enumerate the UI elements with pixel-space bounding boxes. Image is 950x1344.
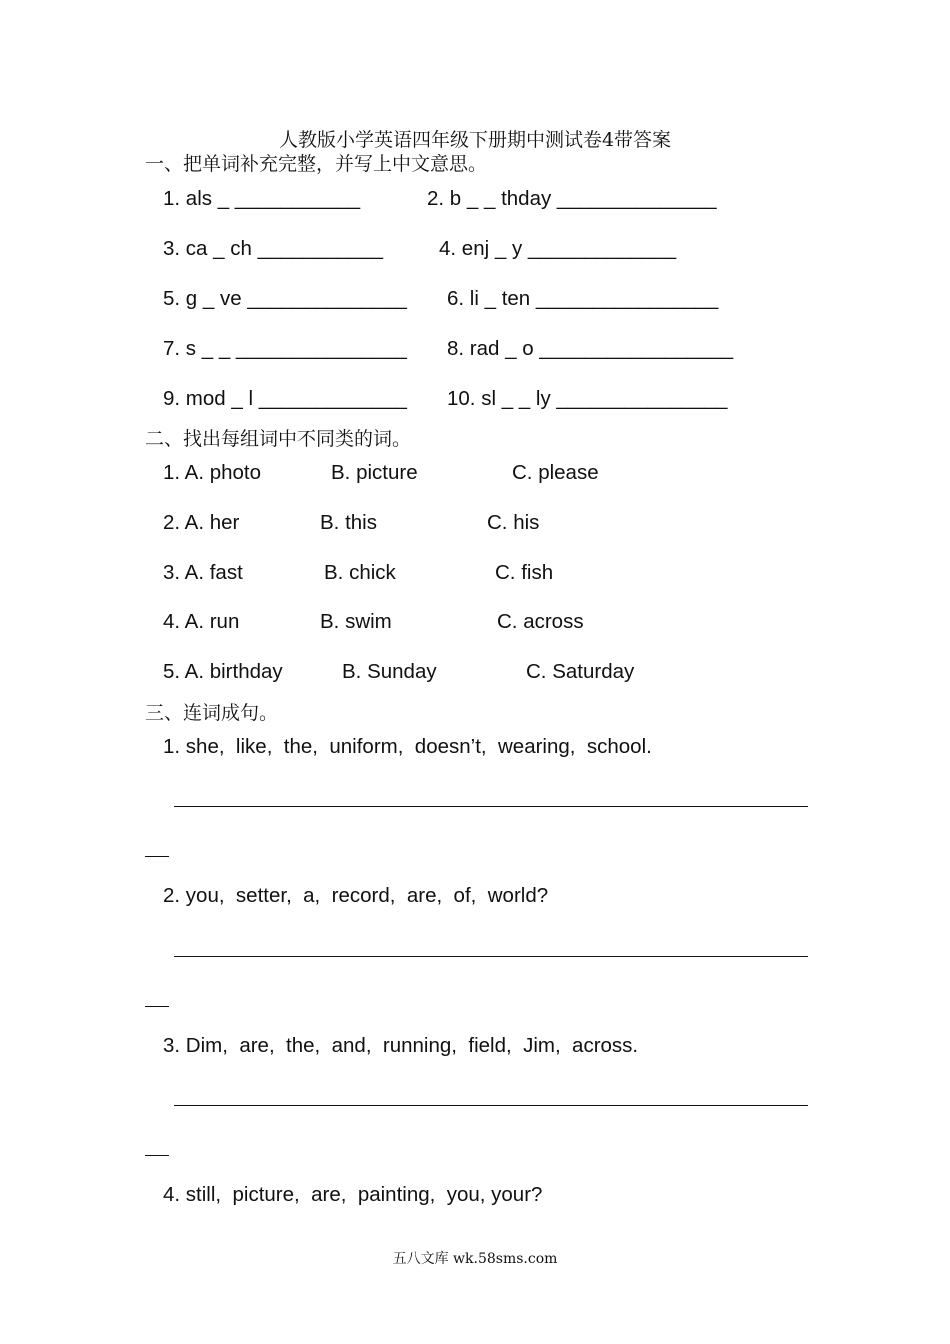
fill-word-item-3: 3. ca _ ch ___________ (163, 237, 383, 260)
answer-line-2-tail (145, 1006, 169, 1007)
section1-heading: 一、把单词补充完整，并写上中文意思。 (145, 153, 488, 175)
fill-word-item-8: 8. rad _ o _________________ (447, 337, 734, 360)
fill-word-item-1: 1. als _ ___________ (163, 187, 361, 210)
section2-heading: 二、找出每组词中不同类的词。 (145, 428, 412, 450)
odd-one-out-2-b: B. this (320, 511, 377, 534)
odd-one-out-1-a: 1. A. photo (163, 461, 262, 484)
odd-one-out-1-b: B. picture (331, 461, 418, 484)
odd-one-out-3-b: B. chick (324, 561, 396, 584)
odd-one-out-4-c: C. across (497, 610, 584, 633)
odd-one-out-3-a: 3. A. fast (163, 561, 243, 584)
fill-word-item-7: 7. s _ _ _______________ (163, 337, 407, 360)
answer-line-3-tail (145, 1155, 169, 1156)
sentence-item-1: 1. she, like, the, uniform, doesn’t, wearing, school. (163, 735, 652, 758)
sentence-item-3: 3. Dim, are, the, and, running, field, Jim, across. (163, 1034, 639, 1057)
odd-one-out-4-a: 4. A. run (163, 610, 240, 633)
odd-one-out-5-c: C. Saturday (526, 660, 635, 683)
fill-word-item-5: 5. g _ ve ______________ (163, 287, 407, 310)
sentence-item-4: 4. still, picture, are, painting, you, your? (163, 1183, 543, 1206)
fill-word-item-10: 10. sl _ _ ly _______________ (447, 387, 728, 410)
section3-heading: 三、连词成句。 (145, 702, 279, 724)
odd-one-out-3-c: C. fish (495, 561, 554, 584)
answer-line-1 (174, 806, 808, 807)
odd-one-out-2-c: C. his (487, 511, 540, 534)
answer-line-2 (174, 956, 808, 957)
answer-line-1-tail (145, 856, 169, 857)
odd-one-out-5-a: 5. A. birthday (163, 660, 283, 683)
answer-line-3 (174, 1105, 808, 1106)
fill-word-item-4: 4. enj _ y _____________ (439, 237, 677, 260)
odd-one-out-1-c: C. please (512, 461, 599, 484)
fill-word-item-6: 6. li _ ten ________________ (447, 287, 719, 310)
page-title: 人教版小学英语四年级下册期中测试卷4带答案 (278, 129, 672, 151)
fill-word-item-9: 9. mod _ l _____________ (163, 387, 407, 410)
fill-word-item-2: 2. b _ _ thday ______________ (427, 187, 717, 210)
odd-one-out-5-b: B. Sunday (342, 660, 437, 683)
odd-one-out-2-a: 2. A. her (163, 511, 240, 534)
sentence-item-2: 2. you, setter, a, record, are, of, world? (163, 884, 549, 907)
footer-watermark: 五八文库 wk.58sms.com (392, 1251, 558, 1267)
odd-one-out-4-b: B. swim (320, 610, 392, 633)
